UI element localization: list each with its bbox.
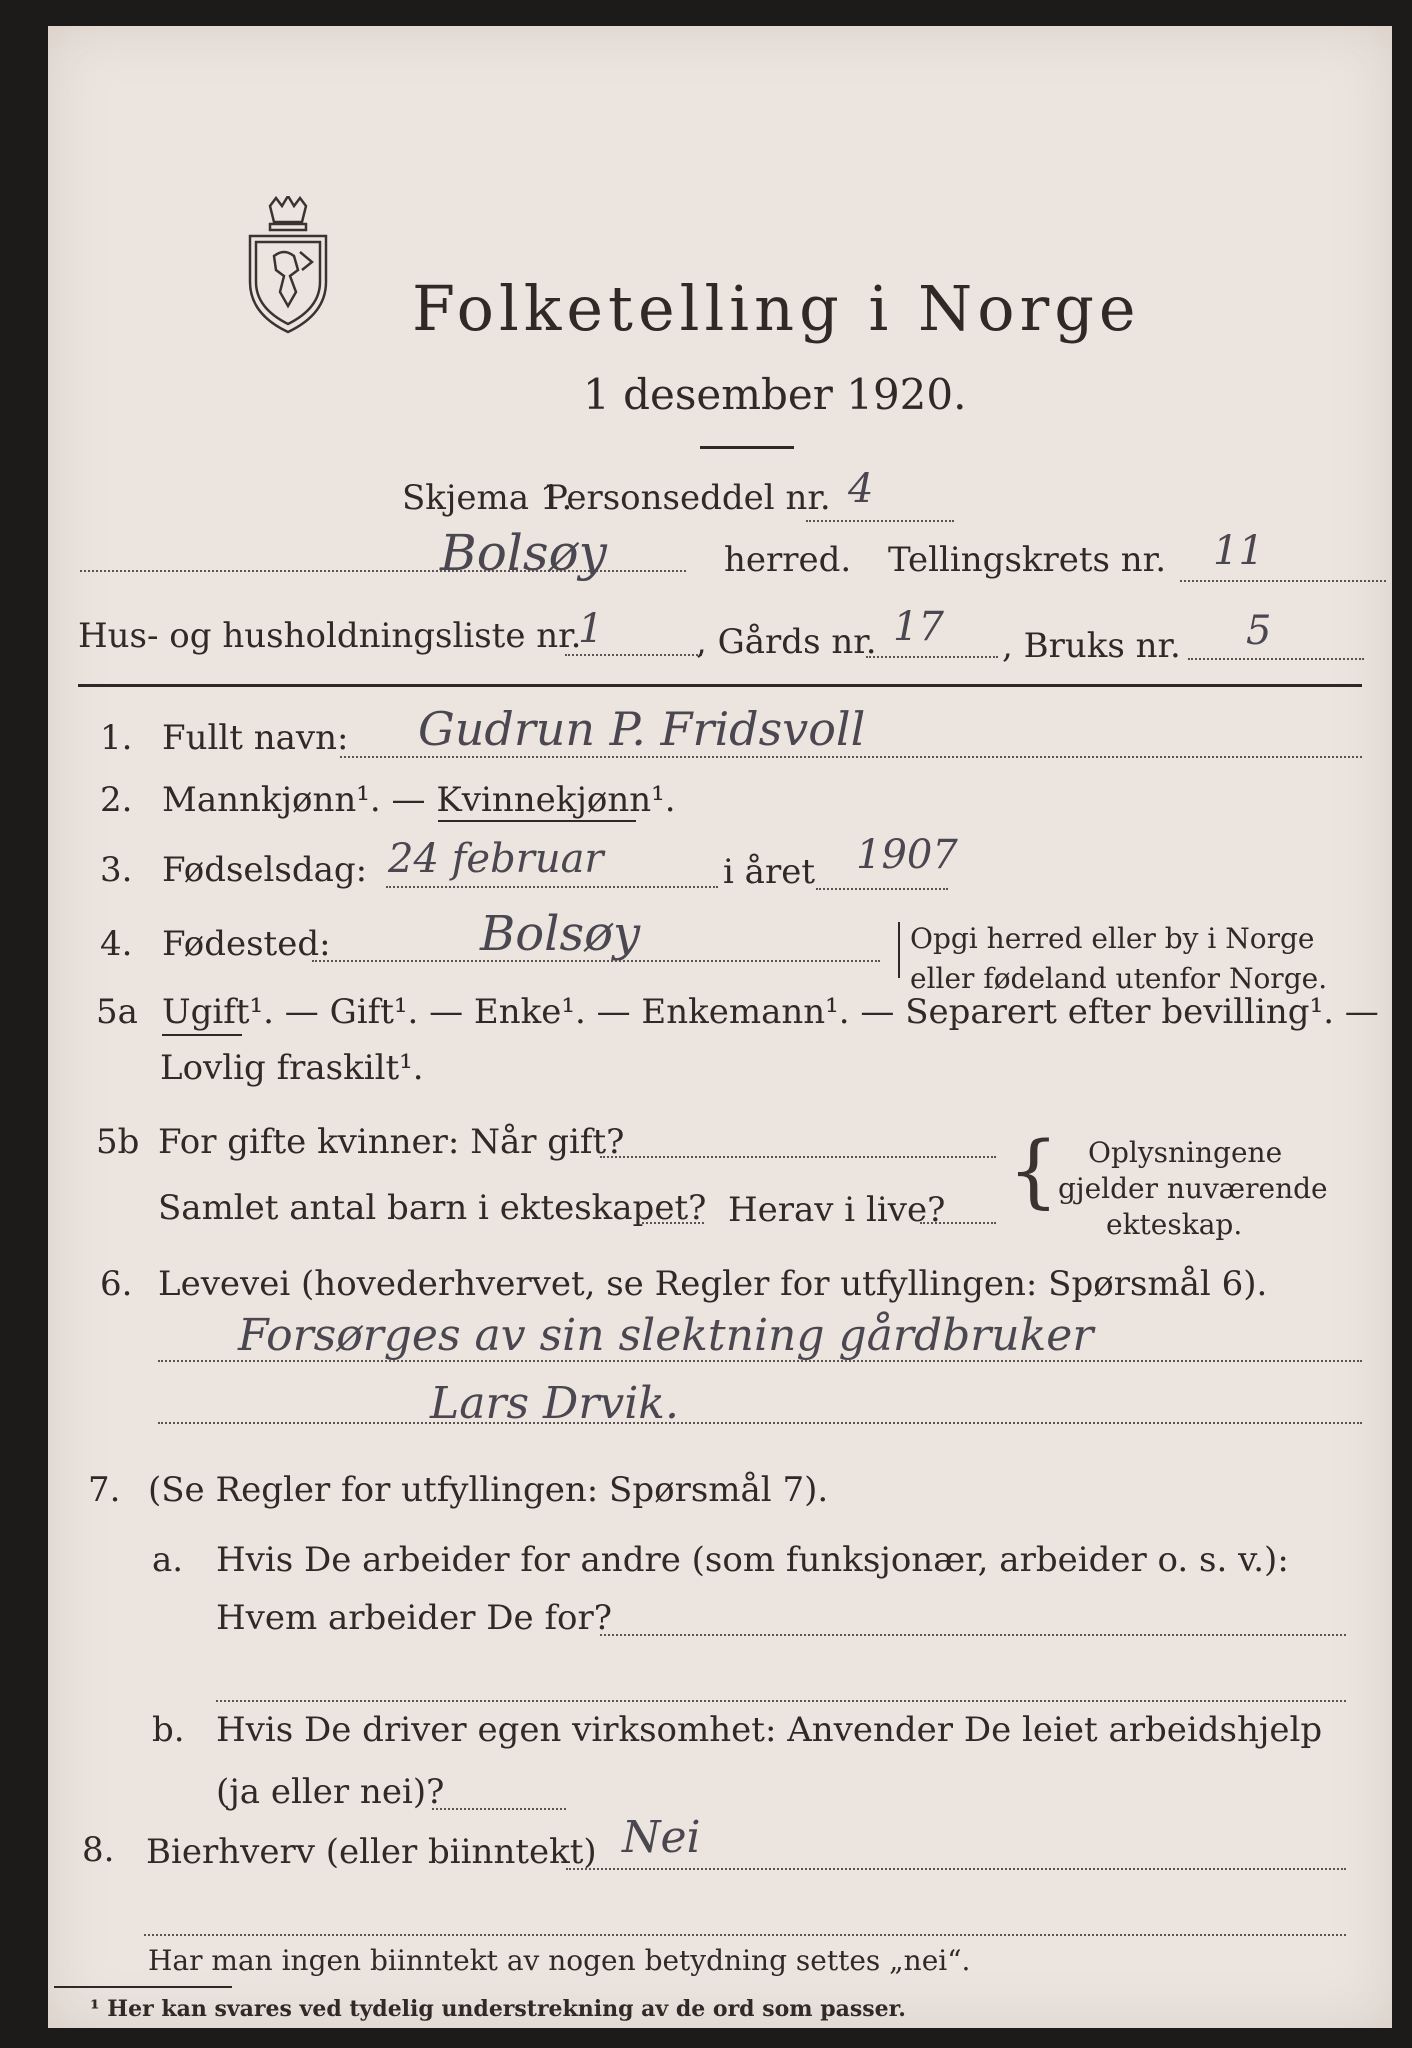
q4-number: 4. — [100, 924, 133, 964]
footnote: ¹ Her kan svares ved tydelig understrekning av de ord som passer. — [90, 1996, 906, 2022]
q7a-line2: Hvem arbeider De for? — [216, 1598, 612, 1638]
census-form-page — [48, 26, 1392, 2028]
q4-note-line2: eller fødeland utenfor Norge. — [910, 962, 1328, 995]
q5a-line1: Ugift¹. — Gift¹. — Enke¹. — Enkemann¹. — Separert efter bevilling¹. — — [162, 992, 1379, 1032]
q5b-line1: For gifte kvinner: Når gift? — [158, 1122, 625, 1162]
q4-label: Fødested: — [162, 924, 331, 964]
personseddel-field-line — [806, 520, 954, 522]
q5b-number: 5b — [96, 1122, 140, 1162]
birthday-field-line — [386, 886, 718, 888]
bruks-label: , Bruks nr. — [1002, 626, 1181, 666]
q1-label: Fullt navn: — [162, 718, 349, 758]
q5a-number: 5a — [96, 992, 138, 1032]
q5b-note-line1: Oplysningene — [1088, 1136, 1283, 1169]
q5b-note-line2: gjelder nuværende — [1058, 1172, 1328, 1205]
q7b-line1: Hvis De driver egen virksomhet: Anvender De leiet arbeidshjelp — [216, 1710, 1323, 1750]
q5b-line2b: Herav i live? — [728, 1190, 946, 1230]
q7a-line1: Hvis De arbeider for andre (som funksjonær, arbeider o. s. v.): — [216, 1540, 1289, 1580]
q1-number: 1. — [100, 718, 133, 758]
q8-number: 8. — [82, 1830, 115, 1870]
husholdning-field-line — [565, 654, 702, 656]
birthplace-value[interactable]: Bolsøy — [480, 906, 641, 962]
married-when-field-line — [600, 1156, 996, 1158]
title-divider — [700, 446, 794, 449]
side-income-value[interactable]: Nei — [622, 1812, 701, 1863]
q1-field-line — [340, 756, 1362, 758]
q7b-letter: b. — [152, 1710, 185, 1750]
birthyear-field-line — [816, 888, 948, 890]
footnote-divider — [54, 1986, 232, 1988]
birthyear-value[interactable]: 1907 — [856, 832, 958, 878]
children-alive-field-line — [920, 1222, 996, 1224]
gards-label: , Gårds nr. — [696, 622, 877, 662]
gards-field-line — [866, 656, 998, 658]
q2-underline-selection — [438, 820, 636, 822]
q2-number: 2. — [100, 780, 133, 820]
q7-label: (Se Regler for utfyllingen: Spørsmål 7). — [148, 1470, 829, 1510]
form-title: Folketelling i Norge — [412, 272, 1141, 345]
bruks-field-line — [1188, 658, 1364, 660]
census-date: 1 desember 1920. — [583, 370, 967, 419]
q6-label: Levevei (hovederhvervet, se Regler for utfyllingen: Spørsmål 6). — [158, 1264, 1268, 1304]
husholdning-label: Hus- og husholdningsliste nr. — [78, 616, 582, 656]
q5b-note-bracket: { — [1008, 1124, 1059, 1217]
q8-label: Bierhverv (eller biinntekt) — [146, 1832, 597, 1872]
employer-field-line — [600, 1634, 1346, 1636]
q3-label: Fødselsdag: — [162, 850, 368, 890]
tellingskrets-label: Tellingskrets nr. — [888, 540, 1167, 580]
skjema-label: Skjema 1. — [402, 478, 573, 518]
herred-value[interactable]: Bolsøy — [440, 524, 607, 582]
q5a-line2: Lovlig fraskilt¹. — [160, 1048, 424, 1088]
personseddel-label: Personseddel nr. — [545, 478, 831, 518]
full-name-value[interactable]: Gudrun P. Fridsvoll — [418, 702, 866, 756]
q7b-line2: (ja eller nei)? — [216, 1772, 445, 1812]
q4-note-line1: Opgi herred eller by i Norge — [910, 922, 1315, 955]
q3-number: 3. — [100, 850, 133, 890]
no-income-note: Har man ingen biinntekt av nogen betydning settes „nei“. — [148, 1944, 971, 1977]
norwegian-coat-of-arms-icon — [240, 196, 336, 336]
occupation-value-line2[interactable]: Lars Drvik. — [430, 1378, 679, 1429]
q5a-underline-selection — [162, 1034, 242, 1036]
tellingskrets-field-line — [1180, 580, 1386, 582]
occupation-field-line2 — [158, 1422, 1362, 1424]
q4-note-bracket — [898, 922, 900, 978]
bruks-value[interactable]: 5 — [1246, 608, 1272, 654]
q2-label: Mannkjønn¹. — Kvinnekjønn¹. — [162, 780, 676, 820]
employer-field-line2 — [216, 1700, 1346, 1702]
occupation-value-line1[interactable]: Forsørges av sin slektning gårdbruker — [238, 1310, 1094, 1361]
q7-number: 7. — [88, 1470, 121, 1510]
q3-year-label: i året — [723, 852, 815, 892]
side-income-field-line2 — [144, 1934, 1346, 1936]
q5b-note-line3: ekteskap. — [1106, 1208, 1243, 1241]
side-income-field-line — [566, 1868, 1346, 1870]
personseddel-value[interactable]: 4 — [848, 466, 874, 512]
birthday-value[interactable]: 24 februar — [388, 836, 604, 882]
husholdning-value[interactable]: 1 — [578, 606, 604, 652]
hired-help-field-line — [432, 1808, 566, 1810]
q5b-line2a: Samlet antal barn i ekteskapet? — [158, 1188, 707, 1228]
tellingskrets-value[interactable]: 11 — [1213, 528, 1264, 574]
q7a-letter: a. — [152, 1540, 184, 1580]
header-divider — [78, 684, 1362, 687]
children-field-line — [642, 1222, 704, 1224]
gards-value[interactable]: 17 — [893, 604, 944, 650]
q6-number: 6. — [100, 1264, 133, 1304]
herred-label: herred. — [724, 540, 852, 580]
